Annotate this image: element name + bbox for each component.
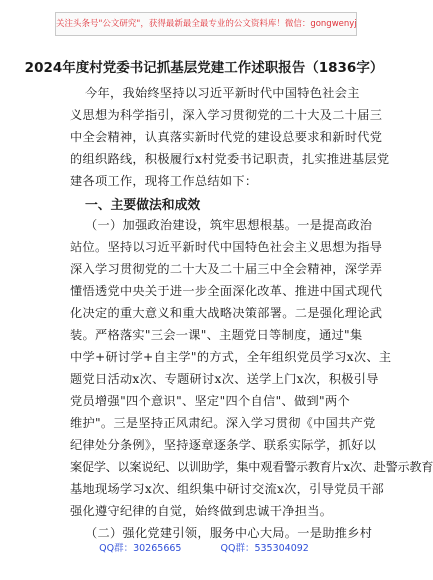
body-line: （二）强化党建引领，服务中心大局。一是助推乡村 (85, 526, 373, 540)
qq-group-2: QQ群：535304092 (220, 543, 309, 554)
intro-line: 建各项工作，现将工作总结如下： (70, 174, 258, 188)
intro-line: 中全会精神，认真落实新时代党的建设总要求和新时代党 (70, 130, 383, 144)
qq-group-1: QQ群：30265665 (99, 543, 182, 554)
body-line: 题党日活动x次、专题研讨x次、送学上门x次，积极引导 (70, 372, 379, 386)
body-line: 纪律处分条例》，坚持逐章逐条学、联系实际学，抓好以 (70, 438, 377, 452)
document-title: 2024年度村党委书记抓基层党建工作述职报告（1836字） (24, 60, 384, 76)
body-line: 化决定的重大意义和重大战略决策部署。二是强化理论武 (70, 306, 383, 320)
body-line: 站位。坚持以习近平新时代中国特色社会主义思想为指导 (70, 240, 383, 254)
body-line: 装。严格落实"三会一课"、主题党日等制度，通过"集 (70, 328, 363, 342)
intro-line: 今年，我始终坚持以习近平新时代中国特色社会主 (85, 86, 360, 100)
body-line: 强化遵守纪律的自觉，始终做到忠诚干净担当。 (70, 504, 333, 518)
footer (0, 540, 408, 554)
body-line: （一）加强政治建设，筑牢思想根基。一是提高政治 (85, 218, 373, 232)
body-line: 基地现场学习x次、组织集中研讨交流x次，引导党员干部 (70, 482, 385, 496)
intro-line: 的组织路线，积极履行x村党委书记职责，扎实推进基层党 (70, 152, 390, 166)
section-heading: 一、主要做法和成效 (85, 198, 201, 213)
promo-banner: 关注头条号"公文研究"，获得最新最全最专业的公文资料库！微信：gongwenyj (55, 12, 357, 36)
body-line: 懂悟透党中央关于进一步全面深化改革、推进中国式现代 (70, 284, 383, 298)
body-line: 案促学、以案说纪、以训助学，集中观看警示教育片x次、赴警示教育 (70, 460, 433, 474)
body-line: 维护"。三是坚持正风肃纪。深入学习贯彻《中国共产党 (70, 416, 376, 430)
body-line: 中学+研讨学+自主学"的方式，全年组织党员学习x次、主 (70, 350, 392, 364)
body-line: 党员增强"四个意识"、坚定"四个自信"、做到"两个 (70, 394, 350, 408)
intro-line: 义思想为科学指引，深入学习贯彻党的二十大及二十届三 (70, 108, 383, 122)
body-line: 深入学习贯彻党的二十大及二十届三中全会精神，深学弄 (70, 262, 383, 276)
